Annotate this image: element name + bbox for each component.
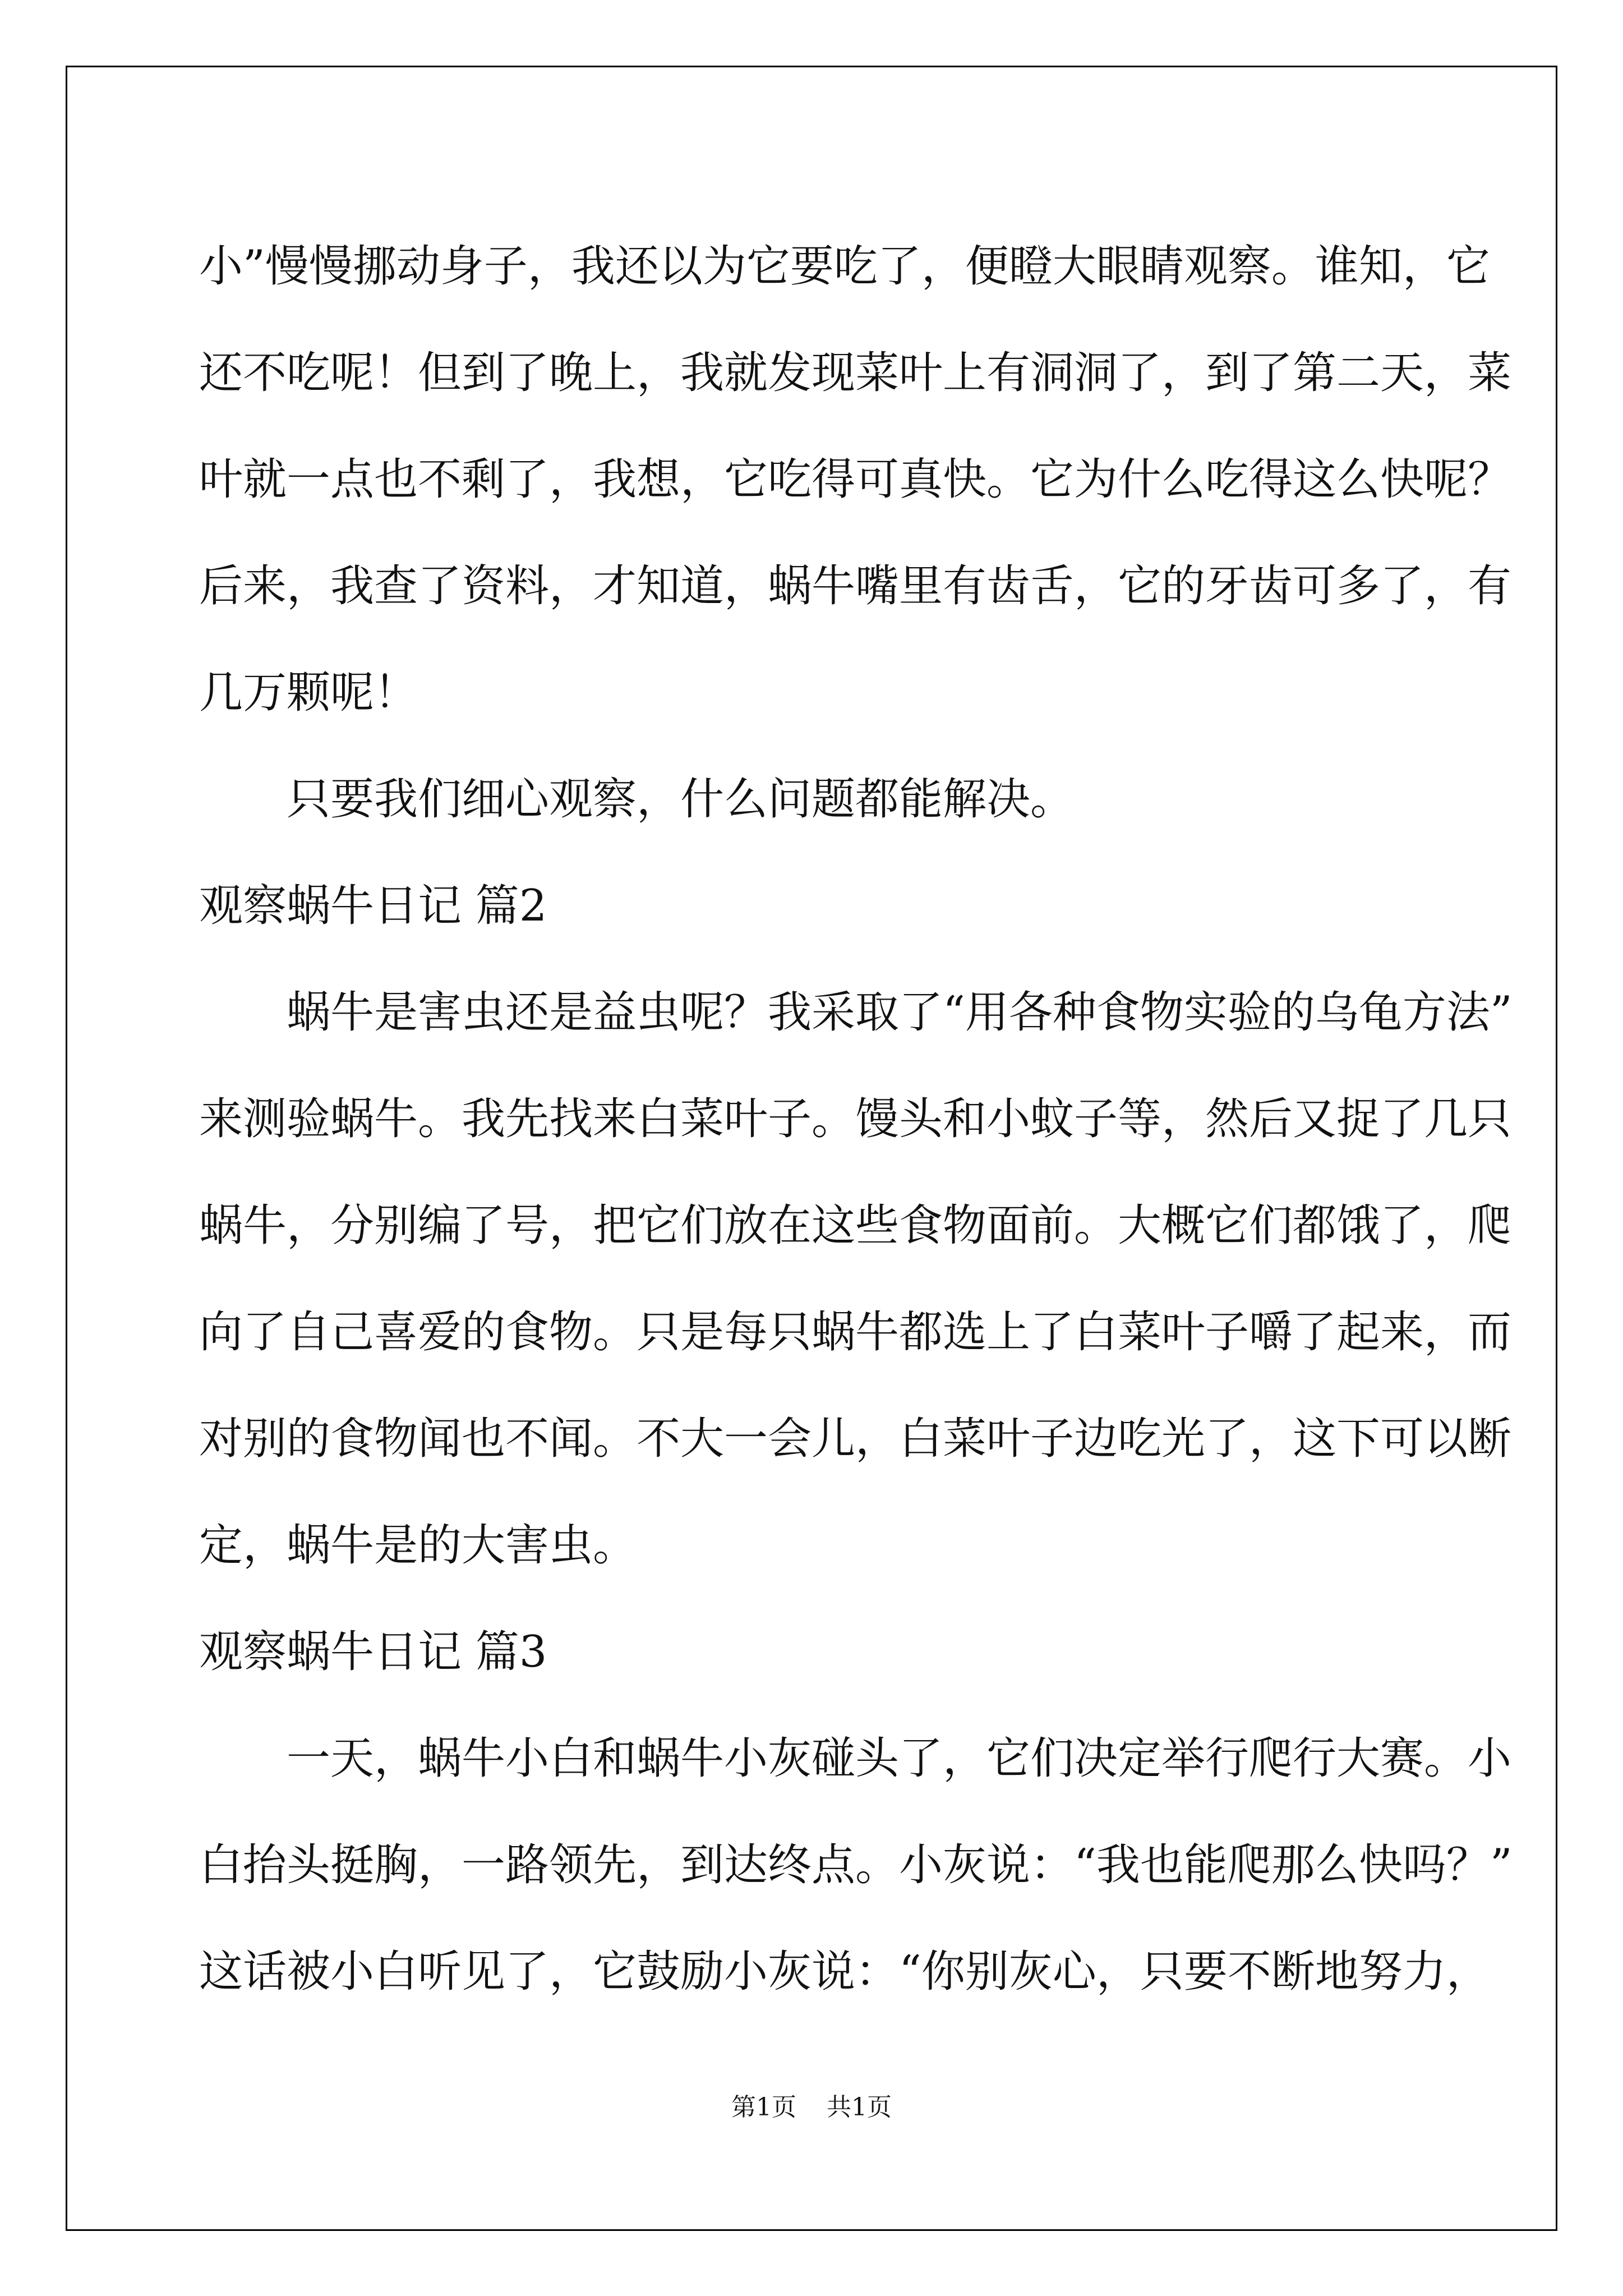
section-heading: 观察蜗牛日记 篇2 bbox=[199, 881, 547, 931]
document-body bbox=[199, 213, 1513, 2025]
text-line: 只要我们细心观察，什么问题都能解决。 bbox=[287, 774, 1075, 825]
text-line: 定，蜗牛是的大害虫。 bbox=[199, 1520, 637, 1571]
text-line: 叶就一点也不剩了，我想，它吃得可真快。它为什么吃得这么快呢？ bbox=[199, 454, 1512, 505]
text-line: 蜗牛，分别编了号，把它们放在这些食物面前。大概它们都饿了，爬 bbox=[199, 1200, 1512, 1251]
text-line: 后来，我查了资料，才知道，蜗牛嘴里有齿舌，它的牙齿可多了，有 bbox=[199, 561, 1512, 611]
text-line: 向了自己喜爱的食物。只是每只蜗牛都选上了白菜叶子嚼了起来，而 bbox=[199, 1307, 1512, 1358]
page-number-current: 第1页 bbox=[731, 2093, 796, 2122]
page-number-total: 共1页 bbox=[827, 2093, 892, 2122]
text-line: 还不吃呢！但到了晚上，我就发现菜叶上有洞洞了，到了第二天，菜 bbox=[199, 348, 1512, 398]
text-line: 几万颗呢！ bbox=[199, 668, 418, 718]
text-line: 白抬头挺胸，一路领先，到达终点。小灰说：“我也能爬那么快吗？” bbox=[199, 1840, 1513, 1890]
section-heading: 观察蜗牛日记 篇3 bbox=[199, 1627, 547, 1677]
text-line: 蜗牛是害虫还是益虫呢？我采取了“用各种食物实验的乌龟方法” bbox=[287, 987, 1513, 1038]
text-line: 这话被小白听见了，它鼓励小灰说：“你别灰心，只要不断地努力， bbox=[199, 1947, 1490, 1997]
page-footer bbox=[0, 2087, 1623, 2123]
text-line: 小”慢慢挪动身子，我还以为它要吃了，便瞪大眼睛观察。谁知，它 bbox=[199, 241, 1490, 292]
text-line: 一天，蜗牛小白和蜗牛小灰碰头了，它们决定举行爬行大赛。小 bbox=[287, 1733, 1512, 1784]
text-line: 对别的食物闻也不闻。不大一会儿，白菜叶子边吃光了，这下可以断 bbox=[199, 1414, 1512, 1464]
text-line: 来测验蜗牛。我先找来白菜叶子。馒头和小蚊子等，然后又捉了几只 bbox=[199, 1094, 1512, 1144]
